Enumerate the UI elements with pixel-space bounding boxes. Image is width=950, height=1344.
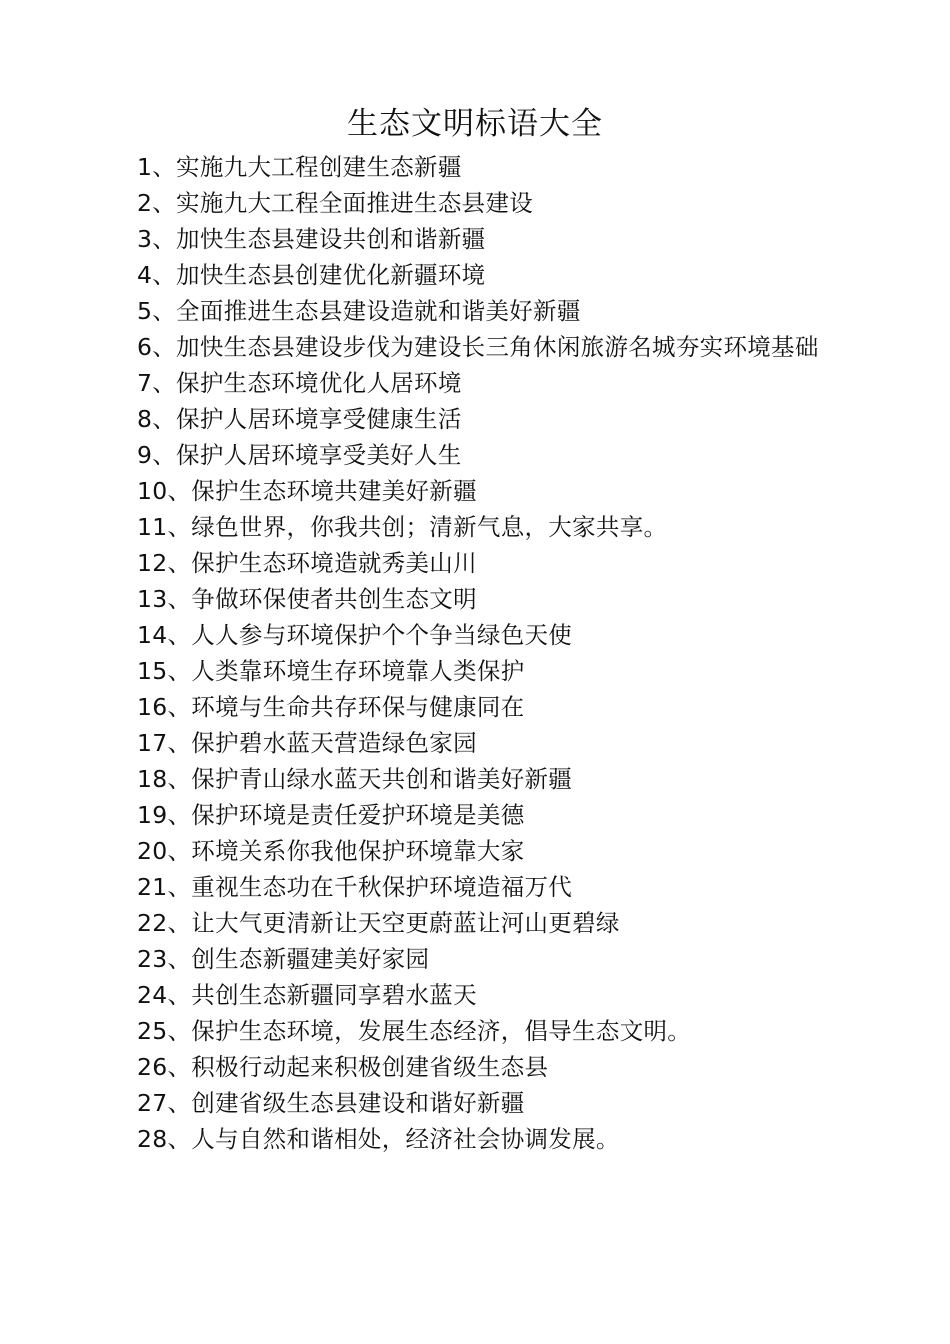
slogan-item: 25、保护生态环境，发展生态经济，倡导生态文明。 [137, 1017, 692, 1045]
slogan-item: 10、保护生态环境共建美好新疆 [137, 477, 477, 505]
slogan-item: 21、重视生态功在千秋保护环境造福万代 [137, 873, 573, 901]
slogan-list [137, 149, 837, 1157]
slogan-item: 20、环境关系你我他保护环境靠大家 [137, 837, 525, 865]
slogan-item: 14、人人参与环境保护个个争当绿色天使 [137, 621, 573, 649]
slogan-item: 24、共创生态新疆同享碧水蓝天 [137, 981, 477, 1009]
slogan-item: 18、保护青山绿水蓝天共创和谐美好新疆 [137, 765, 573, 793]
slogan-item: 4、加快生态县创建优化新疆环境 [137, 261, 486, 289]
slogan-item: 7、保护生态环境优化人居环境 [137, 369, 462, 397]
slogan-item: 6、加快生态县建设步伐为建设长三角休闲旅游名城夯实环境基础 [137, 333, 819, 361]
slogan-item: 16、环境与生命共存环保与健康同在 [137, 693, 525, 721]
slogan-item: 17、保护碧水蓝天营造绿色家园 [137, 729, 477, 757]
slogan-item: 28、人与自然和谐相处，经济社会协调发展。 [137, 1125, 620, 1153]
slogan-item: 5、全面推进生态县建设造就和谐美好新疆 [137, 297, 581, 325]
slogan-item: 11、绿色世界，你我共创；清新气息，大家共享。 [137, 513, 668, 541]
slogan-item: 12、保护生态环境造就秀美山川 [137, 549, 477, 577]
slogan-item: 23、创生态新疆建美好家园 [137, 945, 430, 973]
slogan-item: 19、保护环境是责任爱护环境是美德 [137, 801, 525, 829]
slogan-item: 13、争做环保使者共创生态文明 [137, 585, 477, 613]
slogan-item: 26、积极行动起来积极创建省级生态县 [137, 1053, 549, 1081]
slogan-item: 15、人类靠环境生存环境靠人类保护 [137, 657, 525, 685]
document-title: 生态文明标语大全 [347, 106, 603, 142]
slogan-item: 22、让大气更清新让天空更蔚蓝让河山更碧绿 [137, 909, 620, 937]
slogan-item: 2、实施九大工程全面推进生态县建设 [137, 189, 534, 217]
slogan-item: 1、实施九大工程创建生态新疆 [137, 153, 462, 181]
slogan-item: 3、加快生态县建设共创和谐新疆 [137, 225, 486, 253]
slogan-item: 27、创建省级生态县建设和谐好新疆 [137, 1089, 525, 1117]
slogan-item: 8、保护人居环境享受健康生活 [137, 405, 462, 433]
slogan-item: 9、保护人居环境享受美好人生 [137, 441, 462, 469]
